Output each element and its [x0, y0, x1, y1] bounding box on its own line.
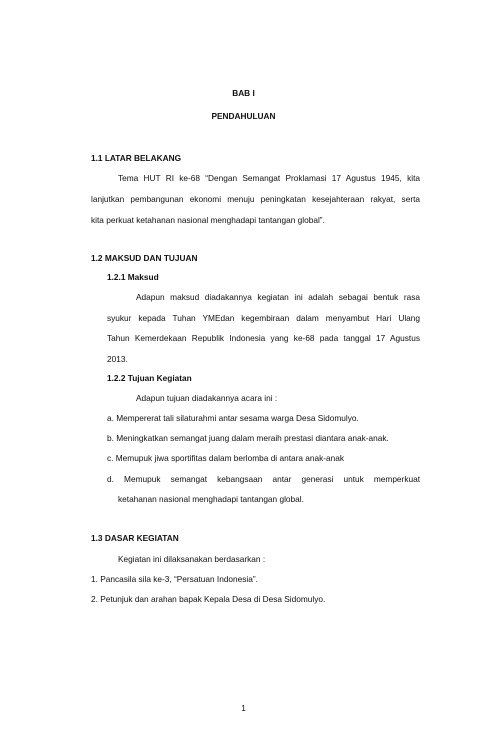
chapter-title: PENDAHULUAN — [211, 111, 276, 121]
list-item-d: d. Memupuk semangat kebangsaan antar generasi untuk memperkuat — [107, 474, 420, 484]
chapter-label: BAB I — [232, 88, 255, 98]
section-1-2-1-heading: 1.2.1 Maksud — [107, 272, 159, 282]
section-1-2-1-line-1: Adapun maksud diadakannya kegiatan ini adalah sebagai bentuk rasa — [136, 292, 420, 302]
section-1-3-heading: 1.3 DASAR KEGIATAN — [91, 533, 179, 543]
page-number: 1 — [241, 703, 246, 713]
list-item-a: a. Mempererat tali silaturahmi antar sesama warga Desa Sidomulyo. — [107, 413, 359, 423]
list-item-1: 1. Pancasila sila ke-3, “Persatuan Indonesia”. — [91, 574, 258, 584]
list-item-b: b. Meningkatkan semangat juang dalam meraih prestasi diantara anak-anak. — [107, 433, 389, 443]
list-item-c: c. Memupuk jiwa sportifitas dalam berlomba di antara anak-anak — [107, 453, 345, 463]
section-1-1-line-2: lanjutkan pembangunan ekonomi menuju peningkatan kesejahteraan rakyat, serta — [91, 194, 420, 204]
list-item-d-continued: ketahanan nasional menghadapi tantangan global. — [118, 494, 304, 504]
section-1-1-heading: 1.1 LATAR BELAKANG — [91, 153, 182, 163]
section-1-2-1-line-3: Tahun Kemerdekaan Republik Indonesia yang ke-68 pada tanggal 17 Agustus — [107, 333, 420, 343]
section-1-2-2-heading: 1.2.2 Tujuan Kegiatan — [107, 373, 192, 383]
section-1-2-2-intro: Adapun tujuan diadakannya acara ini : — [136, 393, 278, 403]
list-item-2: 2. Petunjuk dan arahan bapak Kepala Desa di Desa Sidomulyo. — [91, 594, 326, 604]
section-1-2-heading: 1.2 MAKSUD DAN TUJUAN — [91, 253, 198, 263]
section-1-3-intro: Kegiatan ini dilaksanakan berdasarkan : — [118, 554, 266, 564]
section-1-2-1-line-2: syukur kepada Tuhan YMEdan kegembiraan dalam menyambut Hari Ulang — [107, 313, 420, 323]
section-1-2-1-line-4: 2013. — [107, 354, 128, 364]
section-1-1-line-1: Tema HUT RI ke-68 “Dengan Semangat Proklamasi 17 Agustus 1945, kita — [118, 173, 420, 183]
section-1-1-line-3: kita perkuat ketahanan nasional menghadapi tantangan global”. — [91, 215, 325, 225]
